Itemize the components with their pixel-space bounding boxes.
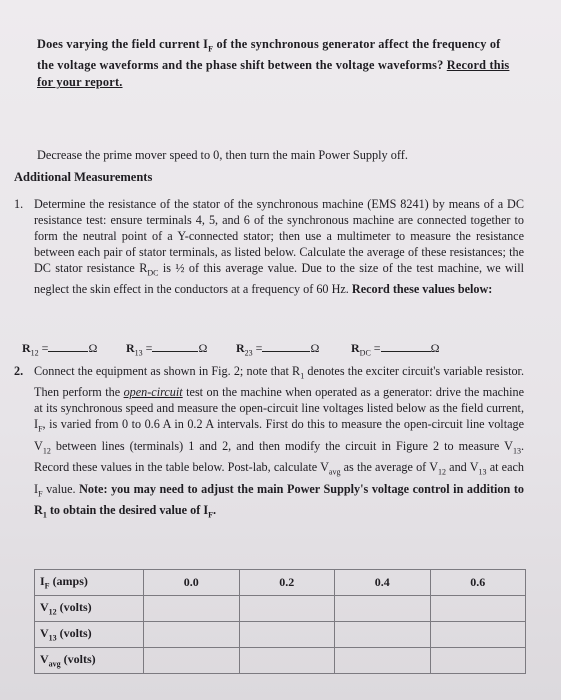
- item-1-sub: DC: [147, 268, 159, 278]
- r12-blank: [48, 340, 88, 352]
- r12-sub: 12: [30, 348, 39, 358]
- p6-sub: avg: [328, 467, 341, 477]
- r12-field[interactable]: [22, 340, 97, 357]
- p6: . Record these values in the table below. Post-lab, calculate V: [34, 438, 524, 475]
- row-sub: avg: [48, 659, 61, 669]
- table-column-header: 0.2: [239, 570, 335, 596]
- p1: Connect the equipment as shown in Fig. 2; note that R: [34, 364, 301, 378]
- r12-unit: Ω: [88, 341, 98, 355]
- bold-note-1: Note: you may need to adjust the main Power Supply's voltage control in addition to R: [34, 481, 524, 518]
- r23-unit: Ω: [310, 341, 320, 355]
- item-1-text-b: is ½ of this average value. Due to the size of the test machine, we will neglect the skin effect in the conductors at a frequency of 60 Hz.: [34, 261, 524, 297]
- table-cell[interactable]: [144, 648, 240, 674]
- table-row-label: [35, 622, 144, 648]
- p8: and V: [446, 460, 479, 475]
- table-cell[interactable]: [239, 622, 335, 648]
- rdc-unit: Ω: [430, 341, 440, 355]
- table-row-label: [35, 648, 144, 674]
- r12-label: R: [22, 341, 31, 355]
- table-header-cell: [35, 570, 144, 596]
- item-2-text: [34, 363, 524, 524]
- table-column-header: 0.4: [335, 570, 431, 596]
- row-label: V: [40, 626, 49, 641]
- table-cell[interactable]: [144, 596, 240, 622]
- section-heading: Additional Measurements: [14, 170, 153, 184]
- question-paragraph: [37, 36, 519, 91]
- p5-sub: 13: [512, 446, 521, 456]
- instruction-text: Decrease the prime mover speed to 0, then turn the main Power Supply off.: [37, 148, 408, 162]
- r13-eq: =: [142, 341, 153, 355]
- bold-note-3: .: [212, 503, 217, 518]
- table-cell[interactable]: [335, 596, 431, 622]
- p1-sub: 1: [300, 371, 305, 381]
- r23-sub: 23: [244, 348, 253, 358]
- table-row: [35, 622, 526, 648]
- p4: , is varied from 0 to 0.6 A in 0.2 A intervals. First do this to measure the open-circuit line voltage V: [34, 417, 524, 453]
- p7-sub: 12: [438, 467, 446, 477]
- p2: denotes the exciter circuit's variable resistor. Then perform the: [34, 364, 524, 400]
- header-unit: (amps): [49, 574, 88, 589]
- bold-note-1-sub: 1: [42, 510, 47, 520]
- list-item-2: [14, 363, 524, 524]
- r13-sub: 13: [134, 348, 143, 358]
- table-cell[interactable]: [430, 648, 526, 674]
- row-unit: (volts): [56, 600, 92, 615]
- table-row: [35, 648, 526, 674]
- p7: as the average of V: [340, 460, 438, 475]
- p10: value.: [42, 481, 80, 496]
- header-label: I: [40, 574, 45, 589]
- table-column-header: 0.0: [144, 570, 240, 596]
- question-text-2: of the synchronous generator affect the frequency of the voltage waveforms and the phase shift between the voltage waveforms?: [37, 37, 501, 73]
- table-cell[interactable]: [430, 622, 526, 648]
- list-item-1: [14, 196, 524, 297]
- p8-sub: 13: [478, 467, 487, 477]
- p3-sub: F: [38, 424, 43, 434]
- rdc-blank: [381, 340, 431, 352]
- bold-note-2-sub: F: [208, 510, 213, 520]
- item-1-text-a: Determine the resistance of the stator of the synchronous machine (EMS 8241) by means of a DC resistance test: ensure terminals 4, 5, and 6 of the synchronous machine are connected together to form the neutral point of a Y-connected stator; then use a multimeter to measure the resistance between each pair of stator terminals, as listed below. Calculate the average of these resistances; the DC stator resistance R: [34, 197, 524, 275]
- rdc-eq: =: [370, 341, 381, 355]
- table-cell[interactable]: [430, 596, 526, 622]
- rdc-sub: DC: [359, 348, 371, 358]
- r13-field[interactable]: [126, 340, 207, 357]
- item-number: 2.: [14, 364, 24, 378]
- r13-blank: [152, 340, 198, 352]
- report-note: Record this for your report.: [37, 58, 510, 90]
- table-cell[interactable]: [144, 622, 240, 648]
- r23-field[interactable]: [236, 340, 319, 357]
- table-row: [35, 596, 526, 622]
- table-cell[interactable]: [239, 648, 335, 674]
- table-column-header: 0.6: [430, 570, 526, 596]
- rdc-field[interactable]: [351, 340, 440, 357]
- p9-sub: F: [38, 489, 43, 499]
- p4-sub: 12: [42, 446, 51, 456]
- header-sub: F: [44, 581, 50, 591]
- measurement-table: [34, 569, 526, 674]
- p5: between lines (terminals) 1 and 2, and then modify the circuit in Figure 2 to measure V: [50, 438, 513, 453]
- rdc-label: R: [351, 341, 360, 355]
- row-sub: 13: [48, 633, 57, 643]
- p9: at each I: [34, 460, 524, 496]
- bold-note-2: to obtain the desired value of I: [46, 503, 209, 518]
- r23-label: R: [236, 341, 245, 355]
- table-row-label: [35, 596, 144, 622]
- table-cell[interactable]: [335, 622, 431, 648]
- r12-eq: =: [38, 341, 49, 355]
- question-text: Does varying the field current I: [37, 37, 209, 51]
- row-label: V: [40, 652, 49, 667]
- row-label: V: [40, 600, 49, 615]
- item-1-bold-tail: Record these values below:: [351, 282, 493, 297]
- row-unit: (volts): [60, 652, 96, 667]
- r23-eq: =: [252, 341, 263, 355]
- p3: test on the machine when operated as a generator: drive the machine at its synchronous speed and measure the open-circuit line voltages listed below as the field current, I: [34, 385, 524, 432]
- table-row: [35, 570, 526, 596]
- question-sub: F: [208, 44, 214, 54]
- r13-label: R: [126, 341, 135, 355]
- open-circuit-term: open-circuit: [123, 385, 183, 400]
- table-cell[interactable]: [239, 596, 335, 622]
- row-sub: 12: [48, 607, 57, 617]
- item-1-text: [34, 196, 524, 297]
- item-number: 1.: [14, 197, 24, 211]
- r23-blank: [262, 340, 310, 352]
- r13-unit: Ω: [198, 341, 208, 355]
- row-unit: (volts): [56, 626, 92, 641]
- table-cell[interactable]: [335, 648, 431, 674]
